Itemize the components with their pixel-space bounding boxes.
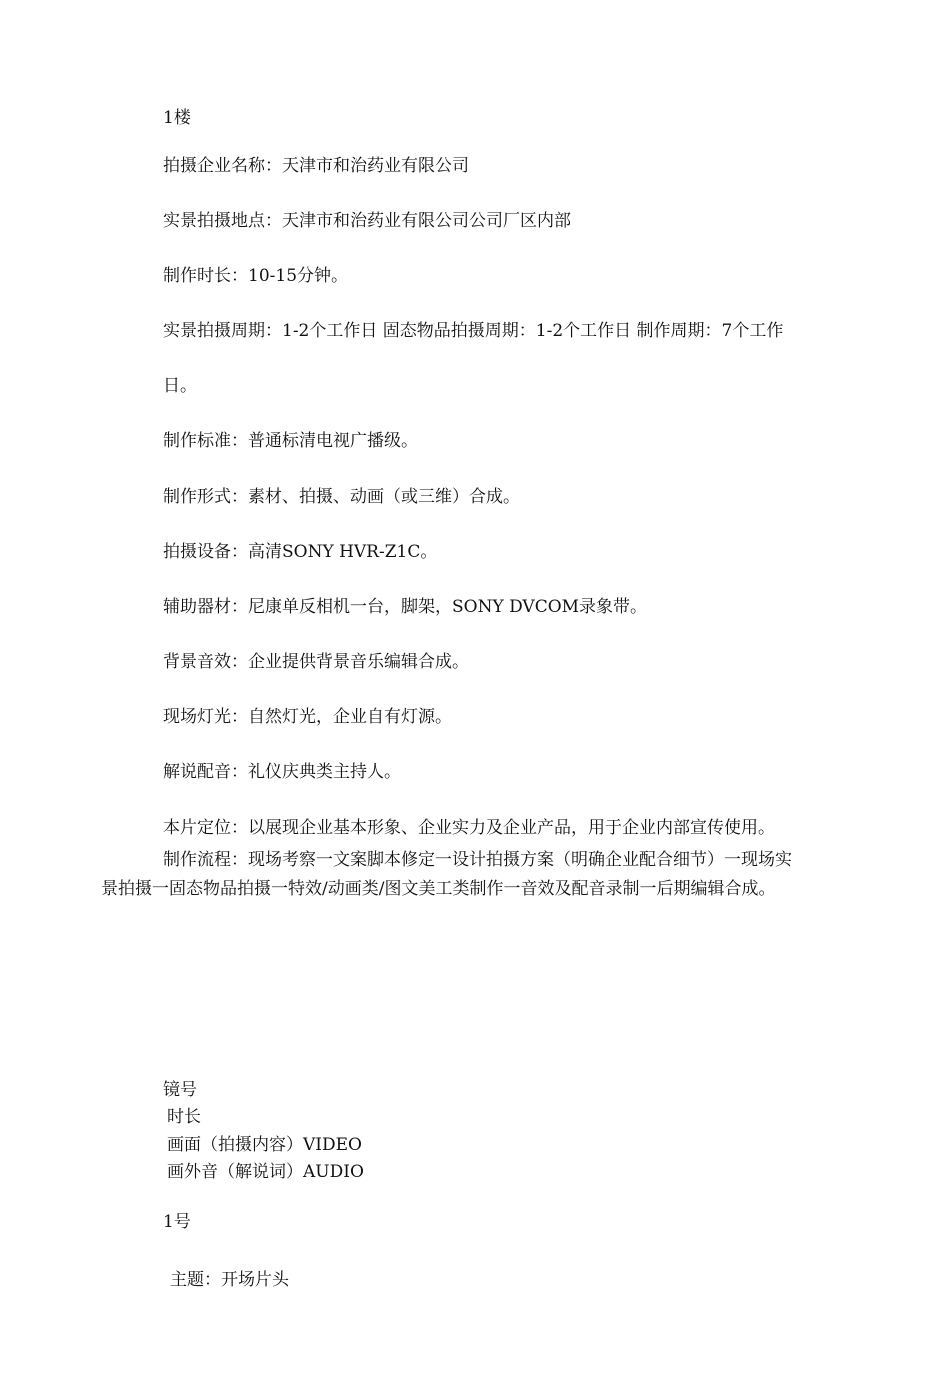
shot-number: 1号 — [163, 1212, 191, 1232]
standard-line: 制作标准：普通标清电视广播级。 — [163, 431, 418, 451]
process-line: 制作流程：现场考察一文案脚本修定一设计拍摄方案（明确企业配合细节）一现场实 — [163, 850, 792, 870]
floor-label: 1楼 — [163, 108, 191, 128]
schedule-line-continued: 日。 — [163, 376, 197, 396]
lighting-line: 现场灯光：自然灯光，企业自有灯源。 — [163, 707, 452, 727]
company-name-line: 拍摄企业名称：天津市和治药业有限公司 — [163, 156, 469, 176]
shot-theme: 主题：开场片头 — [170, 1270, 289, 1290]
format-line: 制作形式：素材、拍摄、动画（或三维）合成。 — [163, 487, 520, 507]
schedule-line: 实景拍摄周期：1-2个工作日 固态物品拍摄周期：1-2个工作日 制作周期：7个工作 — [163, 321, 784, 341]
background-sound-line: 背景音效：企业提供背景音乐编辑合成。 — [163, 652, 469, 672]
column-header-duration: 时长 — [167, 1107, 201, 1127]
equipment-line: 拍摄设备：高清SONY HVR-Z1C。 — [163, 542, 438, 562]
aux-equipment-line: 辅助器材：尼康单反相机一台，脚架，SONY DVCOM录象带。 — [163, 597, 648, 617]
narration-line: 解说配音：礼仪庆典类主持人。 — [163, 762, 401, 782]
location-line: 实景拍摄地点：天津市和治药业有限公司公司厂区内部 — [163, 211, 571, 231]
positioning-line: 本片定位：以展现企业基本形象、企业实力及企业产品，用于企业内部宣传使用。 — [163, 818, 775, 838]
column-header-shot: 镜号 — [163, 1080, 197, 1100]
duration-line: 制作时长：10-15分钟。 — [163, 266, 349, 286]
column-header-video: 画面（拍摄内容）VIDEO — [167, 1135, 362, 1155]
column-header-audio: 画外音（解说词）AUDIO — [167, 1162, 364, 1182]
process-line-continued: 景拍摄一固态物品拍摄一特效/动画类/图文美工类制作一音效及配音录制一后期编辑合成。 — [101, 879, 776, 899]
